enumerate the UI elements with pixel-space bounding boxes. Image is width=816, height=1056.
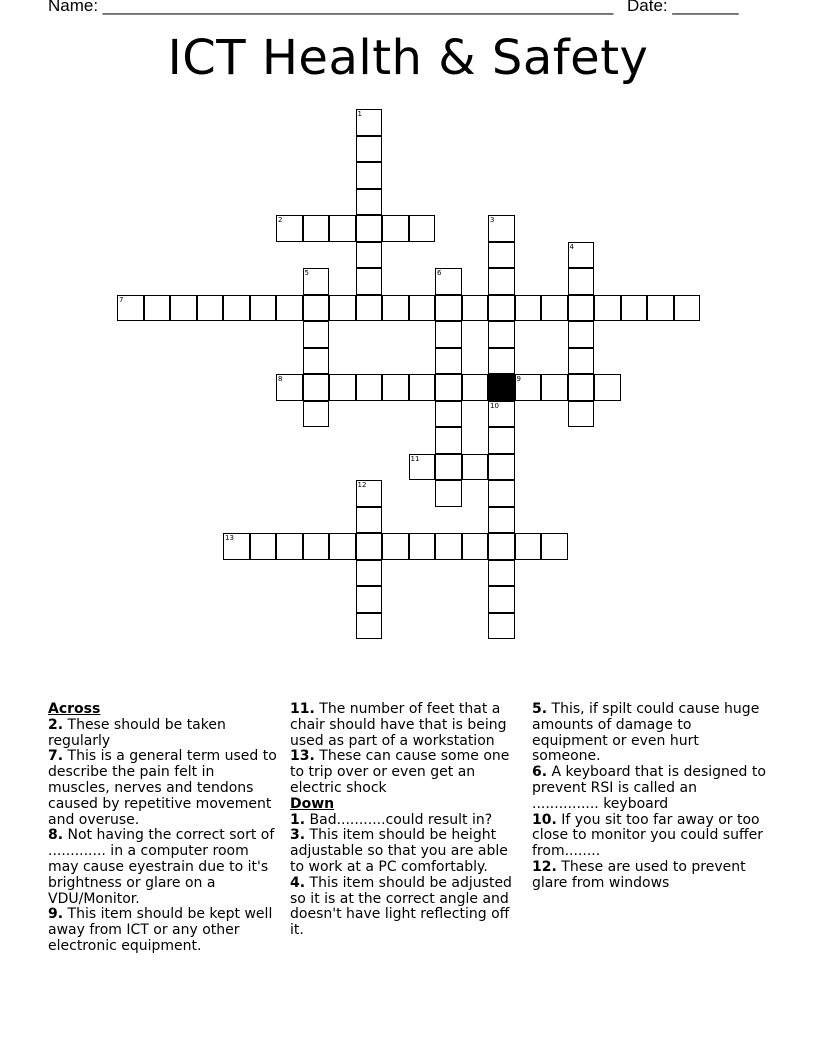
grid-cell[interactable] (488, 215, 515, 242)
grid-cell[interactable] (170, 295, 197, 322)
clue-text: This item should be adjusted so it is at the correct angle and doesn't have light reflecting off it. (290, 874, 512, 939)
grid-cell[interactable] (541, 374, 568, 401)
grid-cell[interactable] (435, 533, 462, 560)
cell-number: 5 (304, 269, 309, 277)
cell-number: 12 (357, 481, 367, 489)
grid-cell[interactable] (462, 295, 489, 322)
grid-cell[interactable] (435, 348, 462, 375)
grid-cell[interactable] (329, 533, 356, 560)
clue-down-1 (290, 813, 522, 829)
grid-cell[interactable] (488, 507, 515, 534)
grid-cell[interactable] (356, 295, 383, 322)
grid-cell[interactable] (197, 295, 224, 322)
grid-cell[interactable] (356, 109, 383, 136)
clue-number: 13. (290, 748, 315, 765)
clue-text: This item should be height adjustable so that you are able to work at a PC comfortably. (290, 827, 508, 875)
cell-number: 2 (278, 216, 283, 224)
grid-cell[interactable] (356, 480, 383, 507)
clue-text: These should be taken regularly (48, 716, 226, 749)
grid-cell[interactable] (462, 533, 489, 560)
grid-cell[interactable] (382, 295, 409, 322)
clue-number: 5. (532, 701, 548, 717)
clue-number: 1. (290, 811, 306, 828)
cell-number: 3 (490, 216, 495, 224)
cell-number: 13 (225, 534, 234, 542)
grid-cell[interactable] (409, 215, 436, 242)
grid-cell[interactable] (674, 295, 701, 322)
grid-cell[interactable] (647, 295, 674, 322)
clue-down-3 (290, 828, 522, 875)
grid-cell[interactable] (435, 454, 462, 481)
grid-cell[interactable] (568, 268, 595, 295)
grid-cell[interactable] (250, 295, 277, 322)
clue-number: 4. (290, 874, 306, 891)
grid-cell[interactable] (488, 268, 515, 295)
grid-cell[interactable] (356, 374, 383, 401)
grid-cell[interactable] (568, 401, 595, 428)
grid-cell[interactable] (356, 215, 383, 242)
grid-cell[interactable] (488, 295, 515, 322)
grid-cell[interactable] (568, 321, 595, 348)
clue-across-13 (290, 749, 522, 796)
grid-cell[interactable] (435, 295, 462, 322)
grid-cell[interactable] (276, 533, 303, 560)
clue-down-5 (532, 702, 768, 765)
page-title: ICT Health & Safety (167, 30, 649, 86)
clue-text: This item should be kept well away from ICT or any other electronic equipment. (48, 906, 273, 954)
grid-cell[interactable] (435, 374, 462, 401)
cell-number: 6 (437, 269, 442, 277)
clue-across-9 (48, 907, 280, 954)
grid-cell[interactable] (462, 454, 489, 481)
grid-cell[interactable] (276, 374, 303, 401)
grid-cell[interactable] (541, 533, 568, 560)
grid-cell[interactable] (382, 533, 409, 560)
clue-number: 7. (48, 748, 64, 765)
grid-cell[interactable] (356, 268, 383, 295)
grid-cell[interactable] (488, 427, 515, 454)
grid-cell[interactable] (515, 295, 542, 322)
name-line: ______________________________________________________ (102, 0, 614, 15)
grid-cell[interactable] (303, 533, 330, 560)
grid-cell[interactable] (594, 374, 621, 401)
grid-cell[interactable] (250, 533, 277, 560)
grid-cell[interactable] (356, 560, 383, 587)
grid-cell[interactable] (435, 427, 462, 454)
grid-cell[interactable] (409, 295, 436, 322)
clue-across-8 (48, 828, 280, 907)
grid-cell[interactable] (329, 295, 356, 322)
clue-number: 9. (48, 906, 64, 923)
grid-cell[interactable] (356, 162, 383, 189)
clue-text: Bad...........could result in? (309, 811, 493, 828)
grid-cell[interactable] (488, 401, 515, 428)
clues-column-3 (532, 702, 768, 892)
clue-number: 6. (532, 764, 548, 781)
clue-across-11 (290, 702, 522, 749)
grid-cell[interactable] (303, 268, 330, 295)
clue-text: This, if spilt could cause huge amounts of damage to equipment or even hurt someone. (532, 701, 760, 765)
clue-down-10 (532, 813, 768, 860)
clue-number: 12. (532, 858, 557, 875)
grid-cell[interactable] (568, 295, 595, 322)
clue-text: A keyboard that is designed to prevent RSI is called an ............... keyboard (532, 764, 766, 812)
clue-number: 3. (290, 827, 306, 844)
grid-cell[interactable] (488, 348, 515, 375)
cell-number: 10 (490, 401, 499, 410)
grid-cell[interactable] (303, 348, 330, 375)
grid-cell[interactable] (568, 374, 595, 401)
clue-number: 11. (290, 702, 315, 717)
clue-down-12 (532, 860, 768, 892)
cell-number: 4 (569, 242, 574, 251)
clue-across-7 (48, 749, 280, 828)
grid-cell[interactable] (541, 295, 568, 322)
date-line: _______ (672, 0, 739, 15)
grid-cell[interactable] (435, 321, 462, 348)
cell-number: 1 (357, 110, 362, 118)
grid-cell[interactable] (462, 374, 489, 401)
grid-cell[interactable] (117, 295, 144, 322)
clue-number: 2. (48, 716, 64, 733)
grid-cell[interactable] (488, 533, 515, 560)
clue-text: The number of feet that a chair should have that is being used as part of a workstation (290, 702, 507, 749)
grid-cell[interactable] (329, 374, 356, 401)
down-heading: Down (290, 795, 335, 812)
grid-cell[interactable] (488, 613, 515, 640)
grid-cell[interactable] (515, 533, 542, 560)
grid-cell[interactable] (382, 215, 409, 242)
date-label: Date: (627, 0, 673, 15)
clue-text: If you sit too far away or too close to monitor you could suffer from........ (532, 811, 763, 860)
clues-column-2 (290, 702, 522, 956)
grid-cell[interactable] (356, 189, 383, 216)
grid-cell[interactable] (435, 268, 462, 295)
grid-cell[interactable] (382, 374, 409, 401)
grid-cell[interactable] (435, 401, 462, 428)
black-square (488, 374, 515, 401)
grid-cell[interactable] (223, 295, 250, 322)
clue-number: 10. (532, 811, 557, 828)
grid-cell[interactable] (409, 454, 436, 481)
grid-cell[interactable] (409, 533, 436, 560)
grid-cell[interactable] (303, 295, 330, 322)
clue-across-2 (48, 718, 280, 750)
clue-down-6 (532, 765, 768, 812)
cell-number: 7 (119, 295, 124, 304)
grid-cell[interactable] (409, 374, 436, 401)
across-heading: Across (48, 701, 101, 717)
grid-cell[interactable] (488, 321, 515, 348)
grid-cell[interactable] (515, 374, 542, 401)
grid-cell[interactable] (488, 454, 515, 481)
grid-cell[interactable] (144, 295, 171, 322)
clue-down-4 (290, 876, 522, 939)
cell-number: 11 (410, 454, 420, 463)
grid-cell[interactable] (488, 242, 515, 269)
grid-cell[interactable] (223, 533, 250, 560)
grid-cell[interactable] (276, 215, 303, 242)
cell-number: 8 (278, 375, 283, 383)
cell-number: 9 (516, 375, 521, 383)
grid-cell[interactable] (435, 480, 462, 507)
grid-cell[interactable] (568, 242, 595, 269)
grid-cell[interactable] (276, 295, 303, 322)
grid-cell[interactable] (356, 613, 383, 640)
grid-cell[interactable] (356, 586, 383, 613)
grid-cell[interactable] (488, 560, 515, 587)
grid-cell[interactable] (488, 586, 515, 613)
grid-cell[interactable] (488, 480, 515, 507)
grid-cell[interactable] (303, 321, 330, 348)
grid-cell[interactable] (303, 401, 330, 428)
clue-text: This is a general term used to describe the pain felt in muscles, nerves and tendons caused by repetitive movement and overuse. (48, 748, 277, 828)
grid-cell[interactable] (329, 215, 356, 242)
grid-cell[interactable] (303, 374, 330, 401)
grid-cell[interactable] (568, 348, 595, 375)
clue-text: These can cause some one to trip over or even get an electric shock (290, 748, 510, 796)
clues-column-1 (48, 702, 280, 955)
clue-text: Not having the correct sort of ............. in a computer room may cause eyestrain due to it's brightness or glare on a VDU/Monitor. (48, 827, 275, 907)
grid-cell[interactable] (356, 136, 383, 163)
grid-cell[interactable] (356, 507, 383, 534)
clue-number: 8. (48, 827, 64, 844)
grid-cell[interactable] (621, 295, 648, 322)
grid-cell[interactable] (594, 295, 621, 322)
grid-cell[interactable] (356, 533, 383, 560)
clue-text: These are used to prevent glare from windows (532, 858, 746, 891)
grid-cell[interactable] (356, 242, 383, 269)
grid-cell[interactable] (303, 215, 330, 242)
name-label: Name: (48, 0, 103, 15)
